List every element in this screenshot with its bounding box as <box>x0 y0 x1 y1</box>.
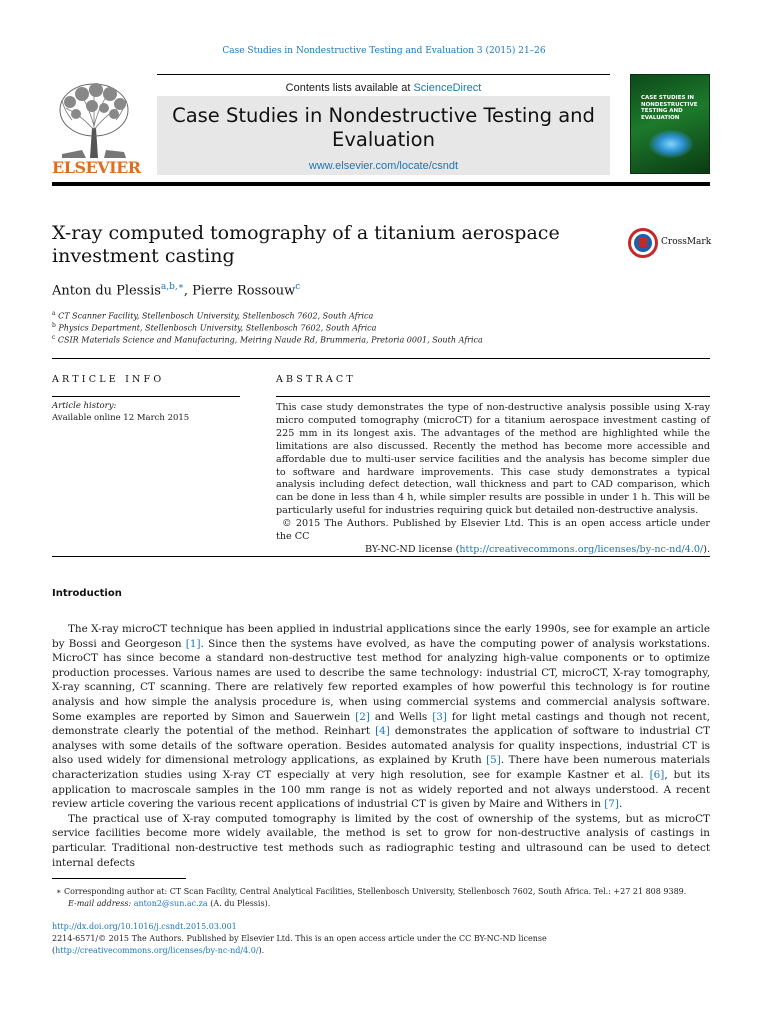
citation-link[interactable]: [4] <box>375 725 390 738</box>
article-title <box>52 222 592 268</box>
contents-prefix: Contents lists available at <box>285 82 414 94</box>
journal-cover-image[interactable] <box>630 74 710 174</box>
paragraph: The practical use of X-ray computed tomography is limited by the cost of ownership of the systems, but as microCT service facilities become more widely available, the method is set to grow for non-destructive analysis of castings in particular. Traditional non-destructive test methods such as radiographic testing and ultrasound can be used to detect internal defects <box>52 812 710 869</box>
paragraph-text: The X-ray microCT technique has been applied in industrial applications since the early 1990s, see for example an article by Bossi and Georgeson <box>52 623 710 650</box>
publisher-name[interactable]: ELSEVIER <box>52 158 141 177</box>
article-info-rule <box>52 396 240 397</box>
license-link[interactable]: http://creativecommons.org/licenses/by-nc-nd/4.0/ <box>459 543 704 555</box>
abstract-text: This case study demonstrates the type of non-destructive analysis possible using X-ray micro computed tomography (microCT) for a titanium aerospace investment casting of 225 mm in its longest axis. The advantages of the method are highlighted while the limitations are also discussed. Recently the method has become more accessible and affordable due to multi-user service facilities and the analysis has become simpler due to software and hardware improvements. This case study demonstrates a typical analysis including defect detection, wall thickness and part to CAD comparison, which can be done in less than 4 h, while simpler results are possible in under 1 h. This will be particularly useful for industries requiring quick but detailed non-destructive analysis. <box>276 402 710 517</box>
citation-link[interactable]: [7] <box>604 798 619 811</box>
abstract-copyright-line1: © 2015 The Authors. Published by Elsevier Ltd. This is an open access article under the CC <box>276 518 710 543</box>
footnote-rule <box>52 878 186 879</box>
journal-title[interactable] <box>157 104 610 152</box>
journal-url-link[interactable]: www.elsevier.com/locate/csndt <box>308 160 459 172</box>
article-title-line1: X-ray computed tomography of a titanium aerospace <box>52 222 560 244</box>
article-history-label: Article history: <box>52 401 117 411</box>
journal-title-line2: Evaluation <box>332 128 435 151</box>
paragraph <box>52 622 710 812</box>
author-separator: , <box>183 283 193 299</box>
article-history-value: Available online 12 March 2015 <box>52 413 190 423</box>
paragraph-text: . <box>618 798 623 811</box>
paragraph-text: demonstrates the application of software to industrial CT analyses with some details of the software operation. Besides automated analysis for quality inspections, industrial CT is also used widely for dimensional metrology applications, as explained by Kruth <box>52 725 710 767</box>
email-suffix: (A. du Plessis). <box>207 899 271 908</box>
section-rule <box>52 358 710 359</box>
abstract-rule <box>276 396 710 397</box>
masthead-bottom-rule <box>52 182 710 186</box>
footnote-mark: ∗ <box>56 887 62 896</box>
license-prefix: ( <box>52 946 56 955</box>
cover-title: CASE STUDIES IN NONDESTRUCTIVE TESTING AND EVALUATION <box>641 95 698 121</box>
author-name: Pierre Rossouw <box>192 283 296 299</box>
citation-link[interactable]: [5] <box>486 754 501 767</box>
crossmark-badge[interactable] <box>628 228 712 258</box>
affiliation-text: CT Scanner Facility, Stellenbosch University, Stellenbosch 7602, South Africa <box>58 311 374 321</box>
citation-link[interactable]: [6] <box>649 768 665 781</box>
running-head[interactable]: Case Studies in Nondestructive Testing and Evaluation 3 (2015) 21–26 <box>222 46 546 56</box>
contents-line <box>157 82 610 96</box>
footnote-text: Corresponding author at: CT Scan Facility, Central Analytical Facilities, Stellenbosch University, Stellenbosch 7602, South Africa. Tel.: +27 21 808 9389. <box>61 887 687 896</box>
license-prefix: BY-NC-ND license ( <box>365 543 460 555</box>
article-title-line2: investment casting <box>52 245 235 267</box>
paragraph-text: . Since then the systems have evolved, as have the computing power of analysis workstations. MicroCT has since become a standard non-destructive test method for analyzing high-value components or to optimize production processes. Various names are used to describe the same technology: industrial CT, microCT, X-ray tomography, X-ray scanning, CT scanning. There are relatively few reported examples of how powerful this technology is for routine analysis and how simple the analysis procedure is, when using commercial systems and commercial analysis software. Some examples are reported by Simon and Sauerwein <box>52 637 710 723</box>
license-line2 <box>52 945 710 957</box>
license-suffix: ). <box>703 543 710 555</box>
affiliation-text: Physics Department, Stellenbosch University, Stellenbosch 7602, South Africa <box>58 323 377 333</box>
corresponding-author-footnote <box>52 886 710 910</box>
license-statement: 2214-6571/© 2015 The Authors. Published by Elsevier Ltd. This is an open access article under the CC BY-NC-ND license <box>52 934 547 943</box>
license-link[interactable]: http://creativecommons.org/licenses/by-nc-nd/4.0/ <box>55 946 259 955</box>
citation-link[interactable]: [2] <box>355 710 370 723</box>
sciencedirect-link[interactable]: ScienceDirect <box>413 82 482 94</box>
introduction-heading: Introduction <box>52 588 122 599</box>
crossmark-label: CrossMark <box>661 237 712 247</box>
affiliation <box>52 310 373 321</box>
abstract-heading: ABSTRACT <box>276 374 356 385</box>
affiliation-mark: b <box>52 322 56 329</box>
doi-block <box>52 921 710 957</box>
paragraph-text: , but its application to macroscale samples in the 100 mm range is not as widely reported and not always understood. A recent review article covering the various recent applications of industrial CT is given by Maire and Withers in <box>52 768 710 811</box>
paragraph-text: for light metal castings and though not recent, demonstrate clearly the potential of the method. Reinhart <box>52 710 710 738</box>
license-suffix: ). <box>258 946 265 955</box>
abstract-body <box>276 402 710 557</box>
citation-link[interactable]: [3] <box>432 710 447 723</box>
cover-graphic <box>649 130 693 158</box>
section-rule <box>52 556 710 557</box>
affiliation <box>52 322 376 333</box>
paragraph-text: . There have been numerous materials characterization studies using X-ray CT especially at very high resolution, see for example Kastner et al. <box>52 754 710 781</box>
introduction-body <box>52 622 710 870</box>
affiliation-text: CSIR Materials Science and Manufacturing, Meiring Naude Rd, Brummeria, Pretoria 0001, South Africa <box>57 335 483 345</box>
journal-banner <box>157 83 610 175</box>
author-name: Anton du Plessis <box>52 283 161 299</box>
affiliation-mark: c <box>52 334 56 341</box>
paragraph-text: and Wells <box>369 710 433 723</box>
article-info-heading: ARTICLE INFO <box>52 374 165 385</box>
author-affiliation-marks[interactable]: c <box>295 282 301 292</box>
abstract-copyright-line2 <box>276 544 710 557</box>
masthead-top-rule <box>157 74 610 75</box>
author-affiliation-marks[interactable]: a,b,∗ <box>160 282 184 292</box>
citation-link[interactable]: [1] <box>185 637 201 650</box>
crossmark-bookmark-icon <box>639 237 647 247</box>
author-list <box>52 282 300 298</box>
journal-title-line1: Case Studies in Nondestructive Testing and <box>172 104 595 127</box>
doi-link[interactable]: http://dx.doi.org/10.1016/j.csndt.2015.03.001 <box>52 922 237 931</box>
email-label: E-mail address: <box>68 899 132 908</box>
affiliation <box>52 334 483 345</box>
affiliation-mark: a <box>52 310 56 317</box>
email-link[interactable]: anton2@sun.ac.za <box>133 899 208 908</box>
